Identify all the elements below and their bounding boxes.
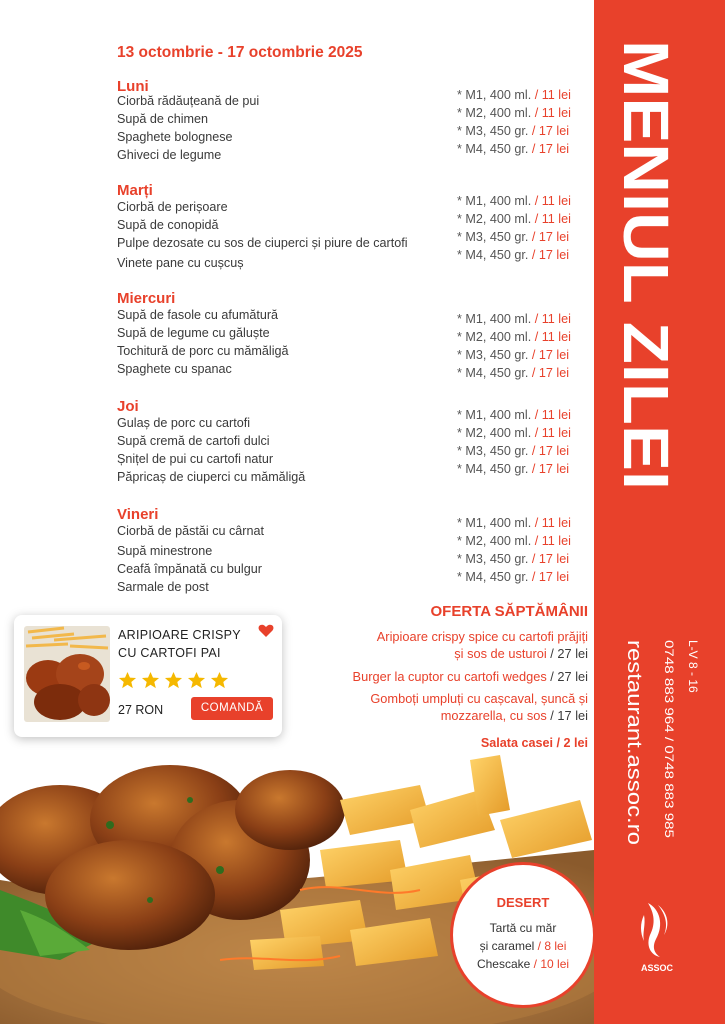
- dish-price: [457, 408, 571, 422]
- price-value: 11 lei: [541, 516, 571, 530]
- dessert-item-2-sep: /: [530, 957, 541, 971]
- dish-price: [457, 194, 571, 208]
- offer-item-line: [290, 645, 588, 662]
- offer-item-name: Burger la cuptor cu cartofi wedges: [352, 669, 547, 684]
- dish-name: Sarmale de post: [117, 580, 209, 594]
- offer-item: [290, 690, 588, 724]
- price-separator: /: [531, 330, 542, 344]
- product-title-line2: CU CARTOFI PAI: [118, 646, 221, 660]
- dish-name: Supă cremă de cartofi dulci: [117, 434, 270, 448]
- dessert-item-1-name2: și caramel: [479, 939, 535, 953]
- day-name: Marți: [117, 182, 153, 199]
- dish-price: [457, 230, 569, 244]
- product-title: [118, 626, 248, 662]
- offer-item: [290, 628, 588, 662]
- price-value: 17 lei: [538, 570, 570, 584]
- day-name: Vineri: [117, 506, 159, 523]
- dish-name: Șnițel de pui cu cartofi natur: [117, 452, 274, 466]
- dish-name: Ciorbă de perișoare: [117, 200, 228, 214]
- dish-name: Pulpe dezosate cu sos de ciuperci și piure de cartofi: [117, 236, 408, 250]
- price-separator: /: [528, 230, 539, 244]
- dessert-item-1-line1: Tartă cu măr: [489, 921, 557, 935]
- logo-mark-icon: [641, 903, 667, 957]
- portion-size: * M1, 400 ml.: [457, 516, 532, 530]
- portion-size: * M3, 450 gr.: [457, 552, 529, 566]
- price-value: 11 lei: [541, 408, 571, 422]
- logo-text: ASSOC: [640, 963, 674, 973]
- offer-item-name: și sos de usturoi: [454, 646, 547, 661]
- dish-price: [457, 142, 569, 156]
- price-separator: /: [528, 366, 539, 380]
- dish-name: Supă de chimen: [117, 112, 209, 126]
- portion-size: * M3, 450 gr.: [457, 230, 529, 244]
- dish-name: Vinete pane cu cușcuș: [117, 256, 244, 270]
- offer-title: OFERTA SĂPTĂMÂNII: [430, 603, 588, 620]
- product-image: [24, 626, 110, 722]
- heart-icon[interactable]: [258, 623, 274, 639]
- price-separator: /: [528, 462, 539, 476]
- price-separator: /: [531, 212, 542, 226]
- offer-item-line: [290, 690, 588, 707]
- portion-size: * M2, 400 ml.: [457, 534, 532, 548]
- price-separator: /: [531, 534, 542, 548]
- dish-name: Spaghete bolognese: [117, 130, 233, 144]
- price-value: 17 lei: [538, 348, 570, 362]
- dessert-item-1-price: 8 lei: [544, 939, 567, 953]
- order-button[interactable]: COMANDĂ: [191, 697, 273, 720]
- dish-price: [457, 570, 569, 584]
- price-separator: /: [531, 516, 542, 530]
- dessert-item-2-name: Chescake: [476, 957, 531, 971]
- product-card[interactable]: [14, 615, 282, 737]
- price-value: 17 lei: [538, 124, 570, 138]
- dish-name: Tochitură de porc cu mămăligă: [117, 344, 289, 358]
- portion-size: * M4, 450 gr.: [457, 142, 529, 156]
- portion-size: * M1, 400 ml.: [457, 408, 532, 422]
- price-value: 17 lei: [538, 444, 570, 458]
- dish-price: [457, 106, 571, 120]
- price-value: 17 lei: [538, 552, 570, 566]
- day-section: [117, 78, 587, 162]
- rating-stars: [118, 671, 229, 691]
- dish-name: Spaghete cu spanac: [117, 362, 232, 376]
- price-value: 11 lei: [541, 88, 571, 102]
- dish-price: [457, 330, 571, 344]
- portion-size: * M3, 450 gr.: [457, 124, 529, 138]
- price-separator: /: [531, 106, 542, 120]
- offer-item-name: mozzarella, cu sos: [440, 708, 547, 723]
- portion-size: * M2, 400 ml.: [457, 106, 532, 120]
- dessert-title: DESERT: [496, 895, 550, 910]
- offer-item-price: 27 lei: [557, 646, 588, 661]
- product-title-line1: ARIPIOARE CRISPY: [118, 628, 241, 642]
- product-price: 27 RON: [118, 703, 164, 717]
- price-separator: /: [531, 312, 542, 326]
- day-name: Joi: [117, 398, 139, 415]
- day-section: [117, 182, 587, 270]
- portion-size: * M2, 400 ml.: [457, 212, 532, 226]
- star-icon: [164, 671, 183, 690]
- dish-price: [457, 534, 571, 548]
- price-separator: /: [531, 194, 542, 208]
- price-separator: /: [531, 88, 542, 102]
- portion-size: * M3, 450 gr.: [457, 348, 529, 362]
- dish-price: [457, 312, 571, 326]
- offer-item-name: Aripioare crispy spice cu cartofi prăjiți: [376, 629, 588, 644]
- band-title: [598, 36, 718, 496]
- dish-name: Supă minestrone: [117, 544, 213, 558]
- dish-name: Ceafă împănată cu bulgur: [117, 562, 262, 576]
- offer-item-name: Gomboți umpluți cu cașcaval, șuncă și: [370, 691, 588, 706]
- day-name: Luni: [117, 78, 149, 95]
- dish-price: [457, 444, 569, 458]
- schedule-text: L-V 8 - 16: [686, 640, 700, 693]
- portion-size: * M4, 450 gr.: [457, 462, 529, 476]
- day-section: [117, 398, 587, 484]
- dish-price: [457, 366, 569, 380]
- price-value: 17 lei: [538, 366, 570, 380]
- price-value: 17 lei: [538, 142, 570, 156]
- portion-size: * M2, 400 ml.: [457, 426, 532, 440]
- price-separator: /: [528, 552, 539, 566]
- date-range: 13 octombrie - 17 octombrie 2025: [117, 44, 363, 61]
- dessert-item-1-sep: /: [534, 939, 545, 953]
- portion-size: * M4, 450 gr.: [457, 366, 529, 380]
- offer-item-sep: /: [546, 669, 558, 684]
- price-value: 17 lei: [538, 248, 570, 262]
- dish-price: [457, 426, 571, 440]
- phones: [660, 640, 680, 840]
- dessert-circle: [450, 862, 596, 1008]
- phones-text: 0748 883 964 / 0748 883 985: [662, 640, 676, 797]
- dessert-item-2-price: 10 lei: [540, 957, 570, 971]
- price-separator: /: [531, 426, 542, 440]
- dish-name: Supă de fasole cu afumătură: [117, 308, 279, 322]
- portion-size: * M1, 400 ml.: [457, 312, 532, 326]
- offer-item-sep: /: [546, 708, 558, 723]
- offer-item-sep: /: [546, 646, 558, 661]
- website-text[interactable]: restaurant.assoc.ro: [623, 640, 645, 812]
- price-separator: /: [528, 142, 539, 156]
- offer-item-line: [290, 707, 588, 724]
- salad-offer: Salata casei / 2 lei: [480, 736, 588, 750]
- star-icon: [118, 671, 137, 690]
- price-separator: /: [531, 408, 542, 422]
- day-section: [117, 506, 587, 594]
- offer-item-line: [290, 628, 588, 645]
- portion-size: * M1, 400 ml.: [457, 194, 532, 208]
- price-separator: /: [528, 248, 539, 262]
- portion-size: * M4, 450 gr.: [457, 248, 529, 262]
- portion-size: * M3, 450 gr.: [457, 444, 529, 458]
- price-value: 11 lei: [541, 330, 571, 344]
- price-value: 11 lei: [541, 426, 571, 440]
- dish-price: [457, 516, 571, 530]
- assoc-logo: [634, 895, 680, 975]
- star-icon: [187, 671, 206, 690]
- dish-name: Ciorbă de păstăi cu cârnat: [117, 524, 265, 538]
- price-value: 11 lei: [541, 312, 571, 326]
- price-separator: /: [528, 124, 539, 138]
- dish-price: [457, 348, 569, 362]
- star-icon: [210, 671, 229, 690]
- dish-name: Gulaș de porc cu cartofi: [117, 416, 250, 430]
- dish-price: [457, 212, 571, 226]
- portion-size: * M4, 450 gr.: [457, 570, 529, 584]
- offer-item: [290, 668, 588, 685]
- price-separator: /: [528, 348, 539, 362]
- band-title-text: MENIUL ZILEI: [610, 40, 682, 459]
- price-value: 11 lei: [541, 212, 571, 226]
- dish-price: [457, 552, 569, 566]
- dish-price: [457, 88, 571, 102]
- offer-item-price: 27 lei: [557, 669, 588, 684]
- offer-item-price: 17 lei: [557, 708, 588, 723]
- star-icon: [141, 671, 160, 690]
- dish-name: Supă de legume cu găluște: [117, 326, 270, 340]
- dish-price: [457, 248, 569, 262]
- dessert-item-1-line2: [453, 939, 593, 953]
- schedule: [684, 640, 704, 720]
- price-value: 17 lei: [538, 462, 570, 476]
- price-separator: /: [528, 570, 539, 584]
- website[interactable]: [622, 640, 648, 850]
- dish-name: Supă de conopidă: [117, 218, 219, 232]
- portion-size: * M2, 400 ml.: [457, 330, 532, 344]
- day-section: [117, 290, 587, 380]
- dish-price: [457, 124, 569, 138]
- dish-name: Ciorbă rădăuțeană de pui: [117, 94, 260, 108]
- price-value: 11 lei: [541, 534, 571, 548]
- day-name: Miercuri: [117, 290, 176, 307]
- price-value: 11 lei: [541, 106, 571, 120]
- dessert-item-2: [453, 957, 593, 971]
- dish-price: [457, 462, 569, 476]
- price-value: 11 lei: [541, 194, 571, 208]
- price-value: 17 lei: [538, 230, 570, 244]
- portion-size: * M1, 400 ml.: [457, 88, 532, 102]
- offer-item-line: [290, 668, 588, 685]
- dish-name: Ghiveci de legume: [117, 148, 222, 162]
- price-separator: /: [528, 444, 539, 458]
- dish-name: Păpricaș de ciuperci cu mămăligă: [117, 470, 306, 484]
